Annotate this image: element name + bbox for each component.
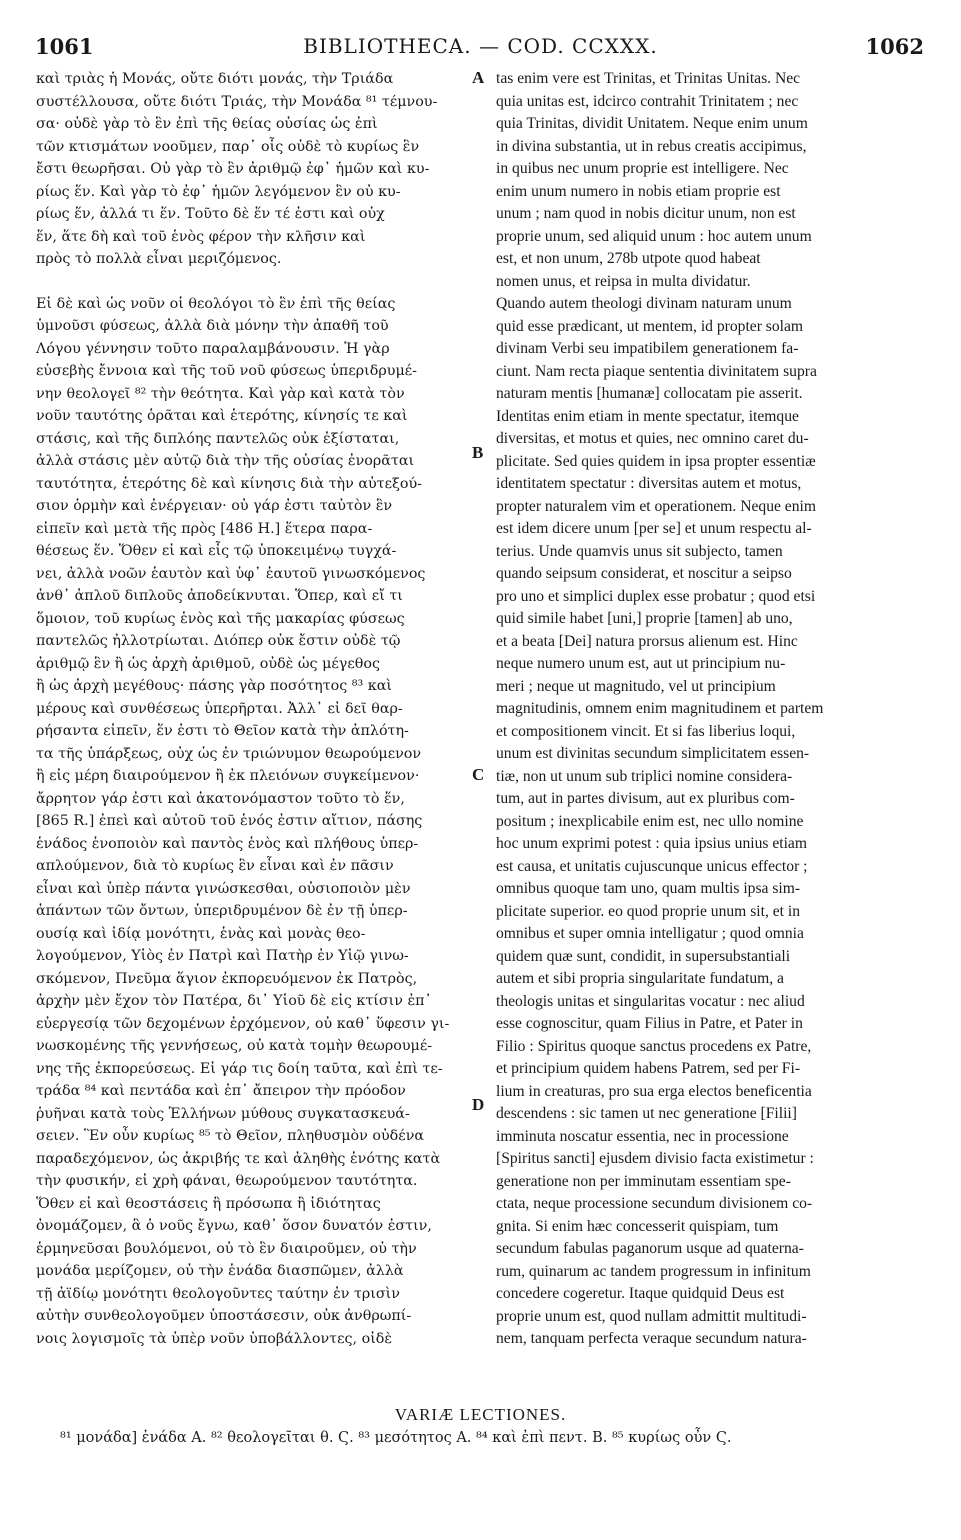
greek-text-line: ἀλλὰ στάσις μὲν αὐτῷ διὰ τὴν τῆς οὐσίας ἐνορᾶται — [36, 453, 415, 469]
latin-text-line: magnitudinis, omnem enim magnitudinem et partem — [496, 700, 824, 717]
latin-text-line: enim unum numero in nobis etiam proprie est — [496, 182, 781, 200]
latin-text-column — [496, 68, 924, 1351]
greek-text-line: ρήσαντα εἰπεῖν, ἕν ἐστι τὸ Θεῖον κατὰ τὴν ἁπλότη- — [36, 723, 409, 739]
greek-text-line: [865 R.] ἐπεὶ καὶ αὐτοῦ τοῦ ἑνός ἐστιν αἴτιον, πάσης — [36, 813, 423, 829]
greek-text-line: παραδεχόμενον, ὡς ἀκριβής τε καὶ ἀληθὴς ἑνότης κατὰ — [36, 1150, 441, 1167]
greek-text-line: τῶν κτισμάτων νοοῦμεν, παρ᾽ οἷς οὐδὲ τὸ κυρίως ἓν — [36, 138, 420, 155]
latin-text-line: Identitas enim etiam in mente spectatur, itemque — [496, 407, 799, 425]
greek-text-line: ῥυῆναι κατὰ τοὺς Ἑλλήνων μύθους συγκατασκευά- — [36, 1105, 410, 1122]
latin-text-line: ciunt. Nam recta piaque sententia divinitatem supra — [496, 362, 817, 380]
page-header — [0, 30, 961, 64]
greek-text-line: λογούμενον, Υἱὸς ἐν Πατρὶ καὶ Πατὴρ ἐν Υἱῷ γινω- — [36, 948, 409, 964]
greek-text-line: τῇ ἀϊδίῳ μονότητι θεολογοῦντες ταύτην ἐν τρισὶν — [36, 1285, 400, 1302]
latin-text-line: propter naturalem vim et operationem. Neque enim — [496, 497, 816, 515]
latin-text-line: et a beata [Dei] natura prorsus alienum est. Hinc — [496, 632, 798, 650]
latin-text-line: generatione non per imminutam essentiam spe- — [496, 1172, 791, 1190]
greek-text-line: ἔστι θεωρῆσαι. Οὐ γὰρ τὸ ἓν ἀριθμῷ ἐφ᾽ ἡμῶν καὶ κυ- — [36, 161, 430, 177]
greek-text-line: νωσκομένης τῆς γεννήσεως, οὐ κατὰ τομὴν θεωρουμέ- — [36, 1038, 433, 1054]
latin-text-line: gnita. Si enim hæc concesserit quispiam, tum — [496, 1217, 779, 1235]
latin-text-line: identitatem spectatur : diversitas autem et motus, — [496, 475, 802, 492]
latin-text-line: tiæ, non ut unum sub triplici nomine considera- — [496, 767, 793, 785]
greek-text-line: στάσις, καὶ τῆς διπλόης παντελῶς οὐκ ἐξίσταται, — [36, 430, 400, 447]
latin-text-line: quid simile habet [uni,] proprie [tamen] ab uno, — [496, 610, 793, 627]
greek-text-line: ὀνομάζομεν, ἃ ὁ νοῦς ἔγνω, καθ᾽ ὅσον δυνατόν ἐστιν, — [36, 1218, 432, 1234]
greek-text-line: ρίως ἕν. Καὶ γὰρ τὸ ἐφ᾽ ἡμῶν λεγόμενον ἓν οὐ κυ- — [36, 183, 401, 200]
variae-lectiones-title: VARIÆ LECTIONES. — [394, 1405, 567, 1424]
latin-text-line: quid esse prædicant, ut mentem, id propter solam — [496, 317, 804, 335]
latin-text-line: proprie unum est, quod nullam admittit multitudi- — [496, 1307, 807, 1325]
greek-text-line: νοις λογισμοῖς τὰ ὑπὲρ νοῦν ὑποβάλλοντες, οἱδὲ — [36, 1330, 393, 1347]
latin-text-line: imminuta noscatur essentia, nec in processione — [496, 1127, 789, 1145]
latin-text-line: unum ; nam quod in nobis dicitur unum, non est — [496, 205, 796, 222]
latin-text-line: rum, quinarum ac tandem progressum in infinitum — [496, 1262, 811, 1280]
margin-letter-b: B — [472, 443, 484, 462]
latin-text-line: [Spiritus sancti] ejusdem divisio facta existimetur : — [496, 1150, 814, 1167]
latin-text-line: neque numero unum est, aut ut principium nu- — [496, 655, 786, 672]
greek-text-line: τα τῆς ὑπάρξεως, οὐχ ὡς ἐν τριώνυμον θεωρούμενον — [36, 745, 422, 762]
greek-text-line: εὐσεβὴς ἔννοια καὶ τῆς τοῦ νοῦ φύσεως ὑπεριδρυμέ- — [36, 363, 417, 379]
latin-text-line: nomen unus, et reipsa in multa dividatur. — [496, 272, 751, 290]
greek-text-line: σειεν. Ἓν οὖν κυρίως ⁸⁵ τὸ Θεῖον, πληθυσμὸν οὐδένα — [36, 1128, 425, 1144]
greek-text-line: νει, ἀλλὰ νοῶν ἑαυτὸν καὶ ὑφ᾽ ἑαυτοῦ γινωσκόμενος — [36, 565, 426, 582]
latin-text-line: et compositionem vincit. Et si fas liberius loqui, — [496, 722, 796, 740]
greek-text-line: ἁπάντων τῶν ὄντων, ὑπεριδρυμένον δὲ ἐν τῇ ὑπερ- — [36, 903, 408, 919]
margin-letter-a: A — [472, 68, 485, 87]
latin-text-line: tas enim vere est Trinitas, et Trinitas Unitas. Nec — [496, 70, 801, 87]
greek-text-line: μέρους καὶ συνθέσεως ὑπερῆρται. Ἀλλ᾽ εἰ δεῖ θαρ- — [36, 700, 403, 717]
greek-text-line: τὴν φυσικήν, εἰ χρὴ φάναι, θεωρούμενον ταυτότητα. — [36, 1173, 418, 1189]
latin-text-line: theologis unitas et singularitas vocatur : nec aliud — [496, 992, 805, 1010]
latin-text-line: ctata, neque processione secundum divisionem co- — [496, 1195, 813, 1212]
latin-text-line: autem et sibi propria singularitate fundatum, a — [496, 970, 784, 987]
greek-text-line: ἀριθμῷ ἓν ἢ ὡς ἀρχὴ ἀριθμοῦ, οὐδὲ ὡς μέγεθος — [36, 655, 380, 672]
latin-text-line: lium in creaturas, pro sua erga electos beneficentia — [496, 1082, 812, 1100]
greek-text-line: ὅμοιον, τοῦ κυρίως ἑνὸς καὶ τῆς μακαρίας φύσεως — [36, 610, 405, 627]
greek-text-line: ἑνάδος ἑνοποιὸν καὶ παντὸς ἑνὸς καὶ πλήθους ὑπερ- — [36, 835, 419, 852]
latin-text-line: et principium quidem habens Patrem, sed per Fi- — [496, 1060, 801, 1077]
greek-text-line: συστέλλουσα, οὔτε διότι Τριάς, τὴν Μονάδα ⁸¹ τέμνου- — [36, 93, 438, 110]
greek-text-line: ἕν, ἅτε δὴ καὶ τοῦ ἑνὸς φέρον τὴν κλῆσιν καὶ — [36, 228, 366, 245]
greek-text-line: ταυτότητα, ἑτερότης δὲ καὶ κίνησις διὰ τὴν αὐτεξού- — [36, 475, 422, 492]
greek-text-line: νην θεολογεῖ ⁸² τὴν θεότητα. Καὶ γὰρ καὶ κατὰ τὸν — [36, 385, 405, 402]
greek-text-line: σκόμενον, Πνεῦμα ἅγιον ἐκπορευόμενον ἐκ Πατρὸς, — [36, 970, 418, 987]
greek-text-line: απλούμενον, διὰ τὸ κυρίως ἓν εἶναι καὶ ἐν πᾶσιν — [36, 858, 394, 874]
latin-text-line: plicitate superior. eo quod proprie unum sit, et in — [496, 902, 801, 920]
margin-letter-d: D — [472, 1095, 485, 1114]
latin-text-line: terius. Unde quamvis unus sit subjecto, tamen — [496, 542, 783, 560]
greek-text-line: σιον ὁρμὴν καὶ ἐνέργειαν· οὐ γάρ ἐστι ταὐτὸν ἓν — [36, 498, 393, 514]
greek-text-line: ἄρρητον γάρ ἐστι καὶ ἀκατονόμαστον τοῦτο τὸ ἕν, — [36, 790, 405, 807]
greek-text-line: Ὅθεν εἰ καὶ θεοστάσεις ἢ πρόσωπα ἢ ἰδιότητας — [36, 1195, 381, 1212]
greek-text-line: ἀνθ᾽ ἁπλοῦ διπλοῦς ἀποδείκνυται. Ὅπερ, καὶ εἴ τι — [36, 588, 403, 604]
greek-text-column — [36, 68, 484, 1350]
greek-text-line: ἢ εἰς μέρη διαιρούμενον ἢ ἐκ πλειόνων συγκείμενον· — [36, 768, 420, 784]
greek-text-line: παντελῶς ἠλλοτρίωται. Διόπερ οὐκ ἔστιν οὐδὲ τῷ — [36, 633, 401, 649]
latin-text-line: est causa, et unitatis cujuscunque unicus effector ; — [496, 857, 808, 875]
latin-text-line: hoc unum exprimi potest : quia ipsius unius etiam — [496, 835, 807, 852]
latin-text-line: naturam mentis [humanæ] collocatam pie asserit. — [496, 385, 803, 402]
right-page-number: 1062 — [865, 34, 924, 59]
greek-text-line: αὐτὴν συνθεολογοῦμεν ὑποστάσεσιν, οὐκ ἀνθρωπί- — [36, 1308, 412, 1324]
greek-text-line: καὶ τριὰς ἡ Μονάς, οὔτε διότι μονάς, τὴν Τριάδα — [36, 71, 394, 87]
latin-text-line: proprie unum, sed aliquid unum : hoc autem unum — [496, 227, 812, 245]
latin-text-line: Quando autem theologi divinam naturam unum — [496, 295, 792, 312]
latin-text-line: positum ; inexplicabile enim est, nec ullo nomine — [496, 812, 804, 830]
latin-text-line: descendens : sic tamen ut nec generatione [Filii] — [496, 1105, 797, 1122]
latin-text-line: secundum fabulas paganorum usque ad quaterna- — [496, 1240, 804, 1257]
latin-text-line: tum, aut in partes divisum, aut ex pluribus com- — [496, 790, 795, 807]
latin-text-line: in quibus nec unum proprie est intelligere. Nec — [496, 160, 789, 177]
latin-text-line: meri ; neque ut magnitudo, vel ut principium — [496, 677, 776, 695]
latin-text-line: pro uno et simplici duplex esse probatur ; quod etsi — [496, 587, 816, 605]
latin-text-line: est, et non unum, 278b utpote quod habeat — [496, 250, 761, 267]
greek-text-line: νης τῆς ἐκπορεύσεως. Εἰ γάρ τις δοίη ταῦτα, καὶ ἐπὶ τε- — [36, 1060, 443, 1077]
greek-text-line: ουσίᾳ καὶ ἰδίᾳ μονότητι, ἑνὰς καὶ μονὰς θεο- — [36, 925, 366, 942]
greek-text-line: ἑρμηνεῦσαι βουλόμενοι, οὐ τὸ ἓν διαιροῦμεν, οὐ τὴν — [36, 1240, 417, 1257]
greek-text-line: νοῦν ταυτότης ὁρᾶται καὶ ἑτερότης, κίνησίς τε καὶ — [36, 408, 408, 424]
latin-text-line: est idem dicere unum [per se] et unum respectu al- — [496, 520, 812, 537]
greek-text-line: πρὸς τὸ πολλὰ εἶναι μεριζόμενος. — [36, 251, 282, 267]
greek-text-line — [36, 271, 481, 293]
greek-text-line: ρίως ἕν, ἀλλά τι ἕν. Τοῦτο δὲ ἕν τέ ἐστι καὶ οὐχ — [36, 206, 385, 222]
latin-text-line: concedere cogeretur. Itaque quidquid Deus est — [496, 1285, 785, 1302]
latin-text-line: divinam Verbi seu impatibilem generationem fa- — [496, 340, 799, 357]
latin-text-line: omnibus quoque tam uno, quam multis ipsa sim- — [496, 880, 801, 897]
latin-text-line: quia Trinitas, dividit Unitatem. Neque enim unum — [496, 115, 808, 132]
greek-text-line: μονάδα μερίζομεν, οὐ τὴν ἑνάδα διασπῶμεν, ἀλλὰ — [36, 1263, 404, 1279]
greek-text-line: εὐεργεσίᾳ τῶν δεχομένων ἐρχόμενον, οὐ καθ᾽ ὕφεσιν γι- — [36, 1015, 450, 1032]
latin-text-line: Filio : Spiritus quoque sanctus procedens ex Patre, — [496, 1037, 812, 1055]
latin-text-line: unum est divinitas secundum simplicitatem essen- — [496, 745, 810, 762]
latin-text-line: plicitate. Sed quies quidem in ipsa propter essentiæ — [496, 452, 816, 470]
greek-text-line: εἰπεῖν καὶ μετὰ τῆς πρὸς [486 H.] ἕτερα παρα- — [36, 520, 373, 537]
greek-text-line: ἀρχὴν μὲν ἔχον τὸν Πατέρα, δι᾽ Υἱοῦ δὲ εἰς κτίσιν ἐπ᾽ — [36, 993, 432, 1009]
latin-text-line: omnibus et super omnia intelligatur ; quod omnia — [496, 925, 804, 942]
latin-text-line: quia unitas est, idcirco contrahit Trinitatem ; nec — [496, 92, 799, 110]
running-title: BIBLIOTHECA. — COD. CCXXX. — [303, 34, 658, 58]
greek-text-line: ἢ ὡς ἀρχὴ μεγέθους· πάσης γὰρ ποσότητος ⁸³ καὶ — [36, 678, 392, 694]
latin-text-line: nem, tanquam perfecta veraque secundum natura- — [496, 1330, 807, 1347]
latin-text-line: quando seipsum considerat, et noscitur a seipso — [496, 565, 792, 582]
left-page-number: 1061 — [35, 34, 94, 59]
latin-text-line: quidem quæ sunt, condidit, in supersubstantiali — [496, 947, 791, 965]
greek-text-line: θέσεως ἕν. Ὅθεν εἰ καὶ εἷς τῷ ὑποκειμένῳ τυγχά- — [36, 543, 397, 559]
greek-text-line: σα· οὐδὲ γὰρ τὸ ἓν ἐπὶ τῆς θείας οὐσίας ὡς ἐπὶ — [36, 116, 378, 132]
greek-text-line: εἶναι καὶ ὑπὲρ πάντα γινώσκεσθαι, οὐσιοποιὸν μὲν — [36, 880, 411, 897]
latin-text-line: diversitas, et motus et quies, nec omnino caret du- — [496, 430, 809, 447]
greek-text-line: τράδα ⁸⁴ καὶ πεντάδα καὶ ἐπ᾽ ἄπειρον τὴν πρόοδον — [36, 1083, 406, 1099]
variae-lectiones-notes: ⁸¹ μονάδα] ἑνάδα A. ⁸² θεολογεῖται θ. Ϛ. ⁸³ μεσότητος A. ⁸⁴ καὶ ἐπὶ πεντ. B. ⁸⁵ κυρίως οὖν Ϛ. — [60, 1430, 732, 1446]
greek-text-line: ὑμνοῦσι φύσεως, ἀλλὰ διὰ μόνην τὴν ἀπαθῆ τοῦ — [36, 318, 389, 334]
greek-text-line: Εἰ δὲ καὶ ὡς νοῦν οἱ θεολόγοι τὸ ἓν ἐπὶ τῆς θείας — [36, 295, 396, 312]
margin-letter-c: C — [472, 765, 485, 784]
latin-text-line: esse cognoscitur, quam Filius in Patre, et Pater in — [496, 1015, 803, 1032]
greek-text-line: Λόγου γέννησιν τοῦτο παραλαμβάνουσιν. Ἡ γὰρ — [36, 340, 390, 357]
latin-text-line: in divina substantia, ut in rebus creatis accipimus, — [496, 137, 807, 155]
